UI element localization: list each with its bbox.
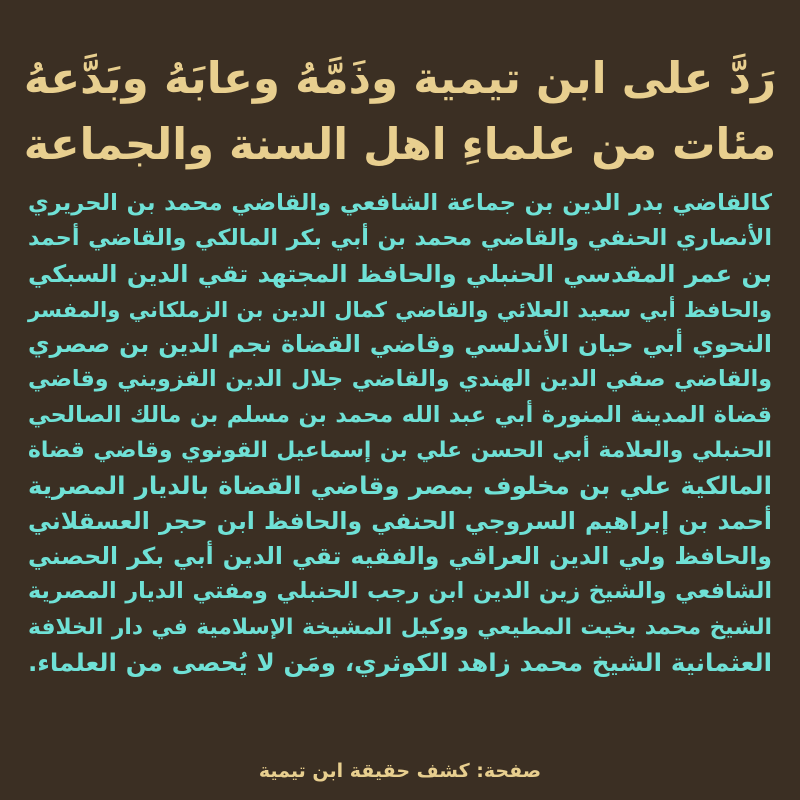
headline-line-2: مئات من علماءِ اهل السنة والجماعة [23,120,777,170]
body-line: كالقاضي بدر الدين بن جماعة الشافعي والقاضي محمد بن الحريري [28,190,772,216]
headline [0,46,800,178]
body-line: والحافظ ولي الدين العراقي والفقيه تقي الدين أبي بكر الحصني [28,541,772,570]
body-line-last: العثمانية الشيخ محمد زاهد الكوثري، ومَن لا يُحصى من العلماء. [28,647,772,677]
body-text [28,186,772,680]
body-line: والحافظ أبي سعيد العلائي والقاضي كمال الدين بن الزملكاني والمفسر [28,296,772,322]
body-line: أحمد بن إبراهيم السروجي الحنفي والحافظ ابن حجر العسقلاني [28,506,772,535]
body-line: الحنبلي والعلامة أبي الحسن علي بن إسماعيل القونوي وقاضي قضاة [28,438,772,464]
body-line: والقاضي صفي الدين الهندي والقاضي جلال الدين القزويني وقاضي [28,366,772,393]
body-line: الأنصاري الحنفي والقاضي محمد بن أبي بكر المالكي والقاضي أحمد [28,225,772,252]
headline-line-1: رَدَّ على ابن تيمية وذَمَّهُ وعابَهُ وبَدَّعهُ [23,54,777,104]
body-line: المالكية علي بن مخلوف بمصر وقاضي القضاة بالديار المصرية [28,471,772,501]
body-line: النحوي أبي حيان الأندلسي وقاضي القضاة نجم الدين بن صصري [28,330,772,359]
body-line: الشيخ محمد بخيت المطيعي ووكيل المشيخة الإسلامية في دار الخلافة [28,614,772,640]
body-line: بن عمر المقدسي الحنبلي والحافظ المجتهد تقي الدين السبكي [28,259,772,288]
source-caption: صفحة: كشف حقيقة ابن تيمية [258,760,542,782]
body-line: قضاة المدينة المنورة أبي عبد الله محمد بن مسلم بن مالك الصالحي [28,401,772,428]
body-line: الشافعي والشيخ زين الدين ابن رجب الحنبلي ومفتي الديار المصرية [28,578,772,605]
